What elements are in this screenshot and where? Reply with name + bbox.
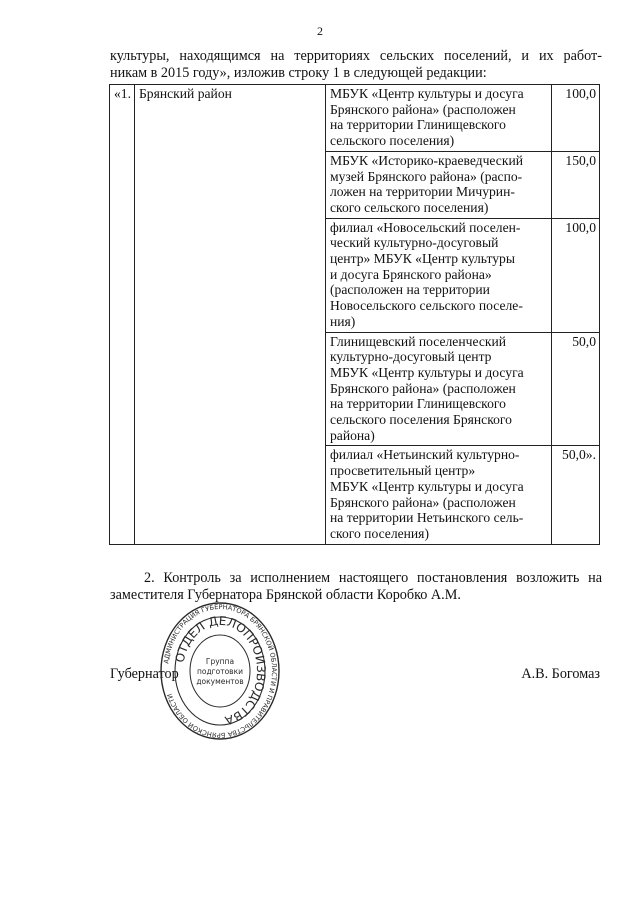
institution-line: ского сельского поселения) [330,199,489,215]
signature-name: А.В. Богомаз [521,666,600,682]
row-number-cell: «1. [110,85,135,545]
signature-title: Губернатор [110,666,179,682]
institution-line: Брянского района» (расположен [330,380,516,396]
control-line-1: 2. Контроль за исполнением настоящего постановления возложить на [144,570,602,586]
institution-line: на территории Нетьинского сель- [330,510,524,526]
institution-line: МБУК «Историко-краеведческий [330,152,523,168]
intro-line-1: культуры, находящимся на территориях сельских поселений, и их работ- [110,48,602,64]
institution-cell [326,446,552,544]
institution-line: сельского поселения) [330,133,455,149]
intro-line-2: никам в 2015 году», изложив строку 1 в следующей редакции: [110,65,487,81]
institution-line: на территории Глинищевского [330,117,506,133]
institution-cell [326,85,552,152]
amount-cell: 100,0 [552,85,600,152]
stamp-center-line-1: Группа [205,657,235,666]
institution-line: района) [330,427,375,443]
institution-line: просветительный центр» [330,463,476,479]
institution-line: ложен на территории Мичурин- [330,184,515,200]
institution-line: ния) [330,313,356,329]
institution-line: МБУК «Центр культуры и досуга [330,478,524,494]
institution-line: музей Брянского района» (распо- [330,168,523,184]
institution-cell [326,151,552,218]
district-cell: Брянский район [135,85,326,545]
institution-line: ческий культурно-досуговый [330,235,499,251]
amount-cell: 50,0 [552,332,600,446]
institution-line: сельского поселения Брянского [330,412,512,428]
institution-line: Глинищевский поселенческий [330,333,507,349]
stamp-center-line-3: документов [196,677,244,686]
institution-line: центр» МБУК «Центр культуры [330,251,515,267]
stamp-ring-text: ОТДЕЛ ДЕЛОПРОИЗВОДСТВА [172,613,269,728]
intro-paragraph [110,48,602,82]
institution-cell [326,218,552,332]
institution-line: Новосельского сельского поселе- [330,298,523,314]
amount-cell: 100,0 [552,218,600,332]
institution-line: Брянского района» (расположен [330,494,516,510]
page-number: 2 [317,24,323,38]
institution-line: филиал «Новосельский поселен- [330,219,521,235]
institution-line: и досуга Брянского района» [330,266,492,282]
stamp-outer-text: АДМИНИСТРАЦИЯ ГУБЕРНАТОРА БРЯНСКОЙ ОБЛАСТИ И ПРАВИТЕЛЬСТВА БРЯНСКОЙ ОБЛАСТИ [162,602,279,740]
institution-line: МБУК «Центр культуры и досуга [330,364,524,380]
institution-line: (расположен на территории [330,282,490,298]
funding-table-body [110,85,600,545]
funding-table [109,84,600,545]
amount-cell: 150,0 [552,151,600,218]
table-row [110,85,600,152]
control-paragraph [110,570,602,604]
institution-line: филиал «Нетьинский культурно- [330,447,520,463]
institution-line: Брянского района» (расположен [330,101,516,117]
stamp-center-line-2: подготовки [197,667,243,676]
amount-cell: 50,0». [552,446,600,544]
institution-line: ского поселения) [330,525,429,541]
institution-line: МБУК «Центр культуры и досуга [330,86,524,101]
institution-line: на территории Глинищевского [330,396,506,412]
office-stamp [160,602,280,740]
control-line-2: заместителя Губернатора Брянской области Коробко А.М. [110,587,461,603]
institution-cell [326,332,552,446]
institution-line: культурно-досуговый центр [330,349,492,365]
